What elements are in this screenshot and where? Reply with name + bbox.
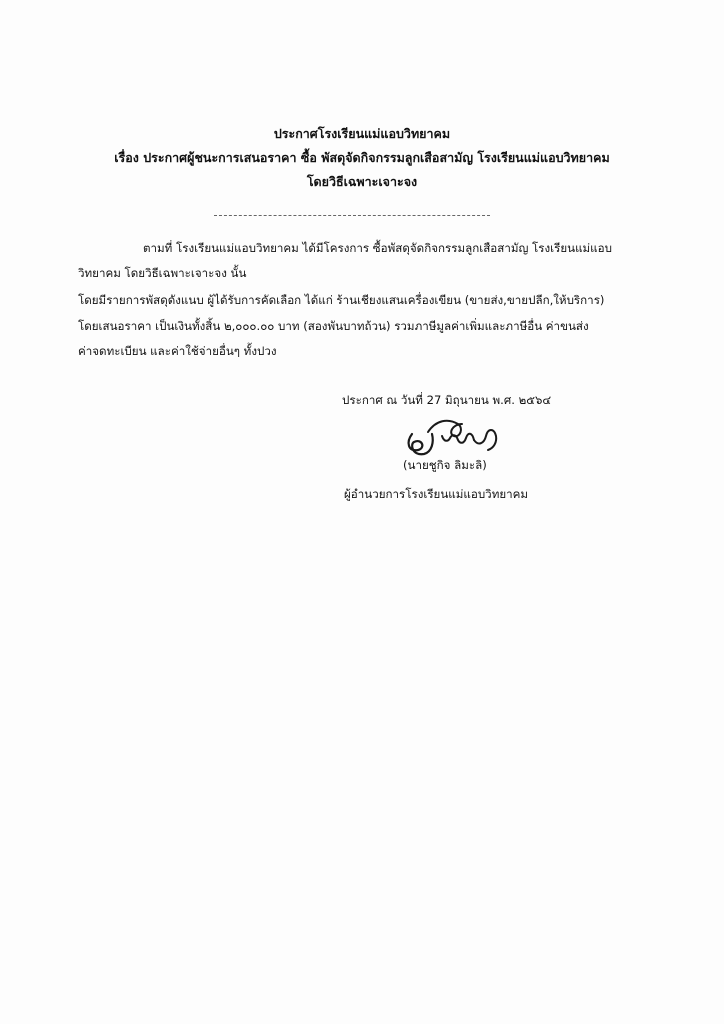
body-paragraph-line: โดยมีรายการพัสดุดังแนบ ผู้ได้รับการคัดเลือก ได้แก่ ร้านเชียงแสนเครื่องเขียน (ขายส่ง,ขายปลีก,ให้บริการ) [78, 293, 605, 307]
handwritten-signature [398, 412, 502, 460]
body-paragraph-line: วิทยาคม โดยวิธีเฉพาะเจาะจง นั้น [78, 266, 247, 280]
dashed-divider [214, 215, 490, 216]
announcement-subject: เรื่อง ประกาศผู้ชนะการเสนอราคา ซื้อ พัสดุจัดกิจกรรมลูกเสือสามัญ โรงเรียนแม่แอบวิทยาคม [114, 150, 610, 165]
announcement-date: ประกาศ ณ วันที่ 27 มิถุนายน พ.ศ. ๒๕๖๔ [342, 393, 552, 407]
signer-position: ผู้อำนวยการโรงเรียนแม่แอบวิทยาคม [344, 487, 529, 501]
announcement-title: ประกาศโรงเรียนแม่แอบวิทยาคม [273, 126, 451, 141]
procurement-method: โดยวิธีเฉพาะเจาะจง [306, 174, 418, 189]
body-paragraph-line: ค่าจดทะเบียน และค่าใช้จ่ายอื่นๆ ทั้งปวง [78, 344, 277, 358]
body-paragraph-line: ตามที่ โรงเรียนแม่แอบวิทยาคม ได้มีโครงการ ซื้อพัสดุจัดกิจกรรมลูกเสือสามัญ โรงเรียนแม่แอบ [143, 241, 612, 255]
body-paragraph-line: โดยเสนอราคา เป็นเงินทั้งสิ้น ๒,๐๐๐.๐๐ บาท (สองพันบาทถ้วน) รวมภาษีมูลค่าเพิ่มและภาษีอื่น ค่าขนส่ง [78, 319, 589, 333]
signer-name: (นายชูกิจ ลิมะลิ) [403, 458, 487, 472]
